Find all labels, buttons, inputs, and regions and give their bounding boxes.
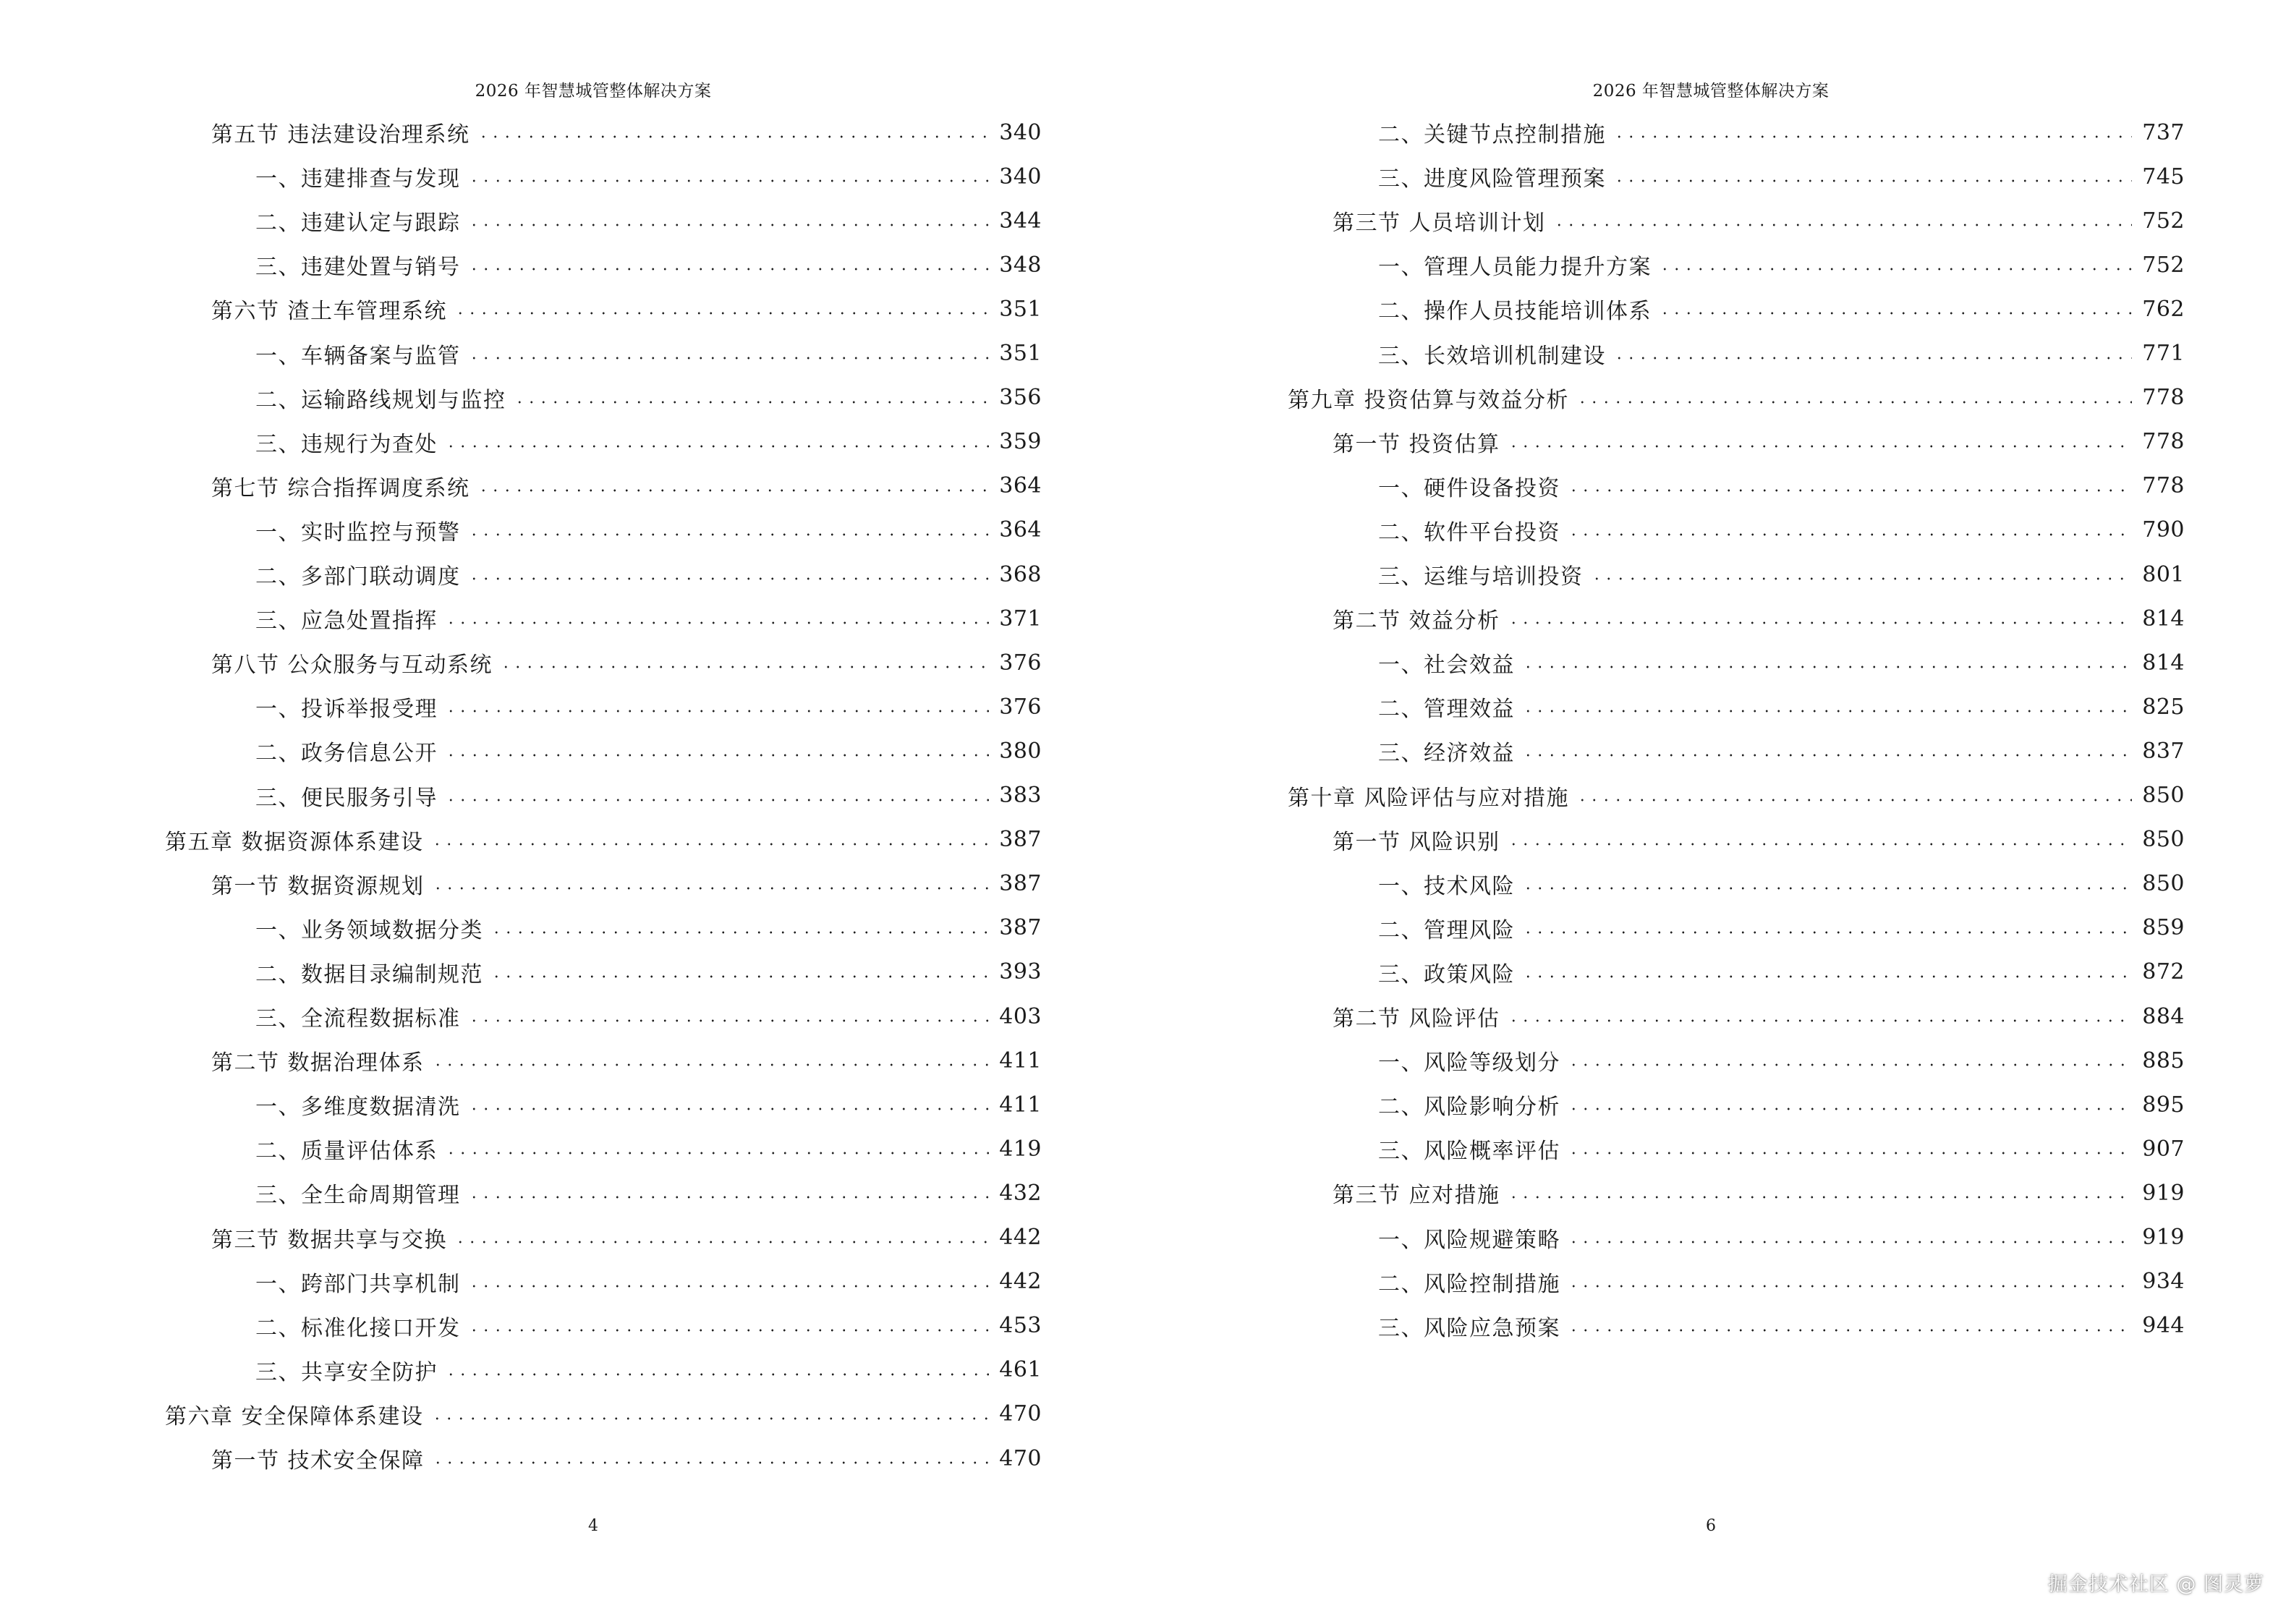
toc-entry-page: 907: [2142, 1136, 2185, 1162]
running-header: 2026 年智慧城管整体解决方案: [1592, 82, 1830, 101]
toc-entry: [255, 338, 1042, 370]
toc-entry: [1378, 691, 2185, 723]
toc-entry: [255, 382, 1042, 414]
toc-entry-page: 442: [999, 1269, 1042, 1295]
toc-entry-title: 一、多维度数据清洗: [255, 1094, 461, 1121]
toc-entry: [165, 1398, 1042, 1430]
toc-page-right: [1143, 0, 2286, 1624]
toc-entry-title: 第二节 效益分析: [1333, 608, 1500, 634]
toc-entry-page: 393: [999, 959, 1042, 985]
dot-leader: [432, 1461, 990, 1464]
dot-leader: [477, 135, 990, 138]
toc-entry: [1378, 868, 2185, 900]
toc-entry-title: 三、违建处置与销号: [255, 255, 461, 281]
toc-entry-page: 850: [2142, 783, 2185, 808]
toc-entry-title: 二、政务信息公开: [255, 741, 438, 767]
toc-entry: [1378, 116, 2185, 148]
toc-entry: [211, 868, 1042, 900]
toc-entry-title: 一、车辆备案与监管: [255, 343, 461, 369]
toc-entry-page: 387: [999, 915, 1042, 941]
toc-entry-title: 一、业务领域数据分类: [255, 917, 483, 943]
toc-entry-title: 第三节 数据共享与交换: [211, 1227, 448, 1253]
toc-entry: [1333, 603, 2185, 634]
dot-leader: [445, 1152, 989, 1155]
toc-entry-title: 三、进度风险管理预案: [1378, 166, 1606, 192]
dot-leader: [1568, 1108, 2132, 1110]
toc-entry: [1378, 735, 2185, 767]
dot-leader: [1591, 577, 2133, 580]
dot-leader: [1522, 931, 2132, 934]
dot-leader: [1568, 489, 2132, 492]
toc-entry-page: 752: [2142, 252, 2185, 278]
dot-leader: [445, 754, 989, 757]
page-number: 4: [588, 1517, 598, 1535]
dot-leader: [432, 887, 990, 890]
toc-entry: [1378, 956, 2185, 988]
toc-entry-page: 771: [2142, 341, 2185, 366]
toc-entry-title: 二、运输路线规划与监控: [255, 387, 506, 413]
toc-entry-title: 二、关键节点控制措施: [1378, 122, 1606, 148]
toc-entry-page: 376: [999, 694, 1042, 720]
dot-leader: [445, 445, 989, 448]
toc-entry-title: 三、风险应急预案: [1378, 1315, 1560, 1341]
toc-entry-page: 884: [2142, 1003, 2185, 1029]
toc-entry-page: 453: [999, 1313, 1042, 1339]
toc-entry-page: 340: [999, 119, 1042, 145]
toc-entry: [1378, 1222, 2185, 1254]
toc-entry-title: 一、社会效益: [1378, 652, 1515, 679]
toc-entry-title: 第八节 公众服务与互动系统: [211, 652, 493, 679]
toc-entry-title: 一、投诉举报受理: [255, 697, 438, 723]
toc-entry: [1378, 558, 2185, 590]
toc-entry-page: 745: [2142, 163, 2185, 190]
toc-entry-page: 859: [2142, 915, 2185, 941]
toc-entry-title: 一、风险规避策略: [1378, 1227, 1560, 1253]
toc-entry-title: 二、数据目录编制规范: [255, 961, 483, 987]
toc-entry-page: 348: [999, 252, 1042, 278]
toc-entry-page: 737: [2142, 119, 2185, 145]
dot-leader: [1522, 754, 2132, 757]
dot-leader: [468, 577, 990, 580]
toc-entry-title: 第一节 投资估算: [1333, 431, 1500, 457]
toc-entry-page: 919: [2142, 1225, 2185, 1250]
toc-entry-title: 二、质量评估体系: [255, 1139, 438, 1165]
dot-leader: [1613, 179, 2132, 182]
dot-leader: [1659, 268, 2132, 271]
dot-leader: [445, 1373, 989, 1376]
toc-entry: [255, 1177, 1042, 1209]
toc-entry-page: 380: [999, 738, 1042, 764]
dot-leader: [468, 224, 990, 226]
dot-leader: [1568, 1329, 2132, 1332]
toc-entry-page: 944: [2142, 1313, 2185, 1339]
dot-leader: [1613, 135, 2132, 138]
toc-entry-page: 895: [2142, 1092, 2185, 1118]
toc-entry: [255, 1354, 1042, 1386]
toc-entry-title: 第一节 技术安全保障: [211, 1448, 425, 1474]
toc-entry-page: 351: [999, 296, 1042, 322]
toc-entry-page: 825: [2142, 694, 2185, 720]
toc-entry: [255, 956, 1042, 988]
toc-entry-page: 364: [999, 473, 1042, 499]
dot-leader: [1508, 1019, 2133, 1022]
toc-entry: [1378, 1045, 2185, 1076]
dot-leader: [1568, 1152, 2132, 1155]
dot-leader: [1568, 533, 2132, 536]
dot-leader: [431, 843, 990, 846]
toc-entry-page: 778: [2142, 385, 2185, 411]
toc-entry-title: 一、技术风险: [1378, 873, 1515, 899]
toc-entry-page: 371: [999, 605, 1042, 632]
dot-leader: [468, 179, 990, 182]
toc-entry-page: 383: [999, 783, 1042, 808]
toc-entry-title: 第一节 风险识别: [1333, 829, 1500, 855]
dot-leader: [1613, 357, 2132, 360]
dot-leader: [1508, 621, 2133, 624]
toc-entry-page: 470: [999, 1445, 1042, 1471]
toc-entry: [1333, 205, 2185, 237]
toc-entry-page: 814: [2142, 650, 2185, 676]
toc-entry: [255, 1310, 1042, 1342]
dot-leader: [445, 621, 989, 624]
toc-entry: [1378, 249, 2185, 281]
toc-entry-page: 461: [999, 1357, 1042, 1383]
dot-leader: [445, 710, 989, 713]
toc-entry-title: 第九章 投资估算与效益分析: [1288, 387, 1570, 413]
dot-leader: [468, 1285, 990, 1288]
toc-entry: [255, 1266, 1042, 1298]
toc-entry-title: 二、操作人员技能培训体系: [1378, 299, 1652, 325]
dot-leader: [1522, 975, 2132, 978]
toc-entry: [255, 1000, 1042, 1032]
toc-entry-title: 第七节 综合指挥调度系统: [211, 475, 470, 501]
toc-entry-title: 三、运维与培训投资: [1378, 564, 1584, 590]
toc-entry-page: 837: [2142, 738, 2185, 764]
dot-leader: [445, 799, 989, 802]
toc-entry: [1333, 824, 2185, 856]
toc-entry-page: 351: [999, 341, 1042, 366]
dot-leader: [454, 312, 989, 315]
toc-entry: [1378, 912, 2185, 944]
dot-leader: [500, 666, 989, 668]
dot-leader: [468, 268, 990, 271]
dot-leader: [1553, 224, 2133, 226]
toc-entry-title: 第二节 风险评估: [1333, 1006, 1500, 1032]
dot-leader: [477, 489, 990, 492]
toc-entry-title: 第三节 人员培训计划: [1333, 211, 1546, 237]
toc-entry: [255, 558, 1042, 590]
toc-entry-page: 442: [999, 1225, 1042, 1250]
toc-entry-title: 三、便民服务引导: [255, 785, 438, 811]
toc-entry: [255, 603, 1042, 634]
toc-entry-page: 376: [999, 650, 1042, 676]
watermark: 掘金技术社区 @ 图灵萝: [2047, 1573, 2264, 1596]
toc-entry-page: 340: [999, 163, 1042, 190]
toc-entry: [255, 780, 1042, 812]
toc-entry: [1378, 1266, 2185, 1298]
toc-entry-title: 二、风险控制措施: [1378, 1271, 1560, 1297]
toc-entry: [1378, 1089, 2185, 1121]
toc-entry-page: 778: [2142, 429, 2185, 455]
dot-leader: [468, 1329, 990, 1332]
dot-leader: [490, 975, 989, 978]
toc-entry-page: 359: [999, 429, 1042, 455]
toc-entry-page: 368: [999, 561, 1042, 587]
dot-leader: [454, 1241, 989, 1243]
toc-entry: [1378, 1310, 2185, 1342]
dot-leader: [1568, 1241, 2132, 1243]
toc-entry-title: 一、管理人员能力提升方案: [1378, 255, 1652, 281]
toc-entry-page: 403: [999, 1003, 1042, 1029]
toc-entry-title: 第六节 渣土车管理系统: [211, 299, 448, 325]
dot-leader: [1576, 401, 2132, 404]
toc-entry-page: 752: [2142, 208, 2185, 234]
toc-entry: [1378, 338, 2185, 370]
toc-entry: [255, 161, 1042, 192]
toc-entry: [255, 426, 1042, 458]
toc-entry: [211, 1222, 1042, 1254]
dot-leader: [432, 1063, 990, 1066]
toc-entry-page: 790: [2142, 517, 2185, 543]
toc-entry-page: 778: [2142, 473, 2185, 499]
dot-leader: [490, 931, 989, 934]
toc-entry: [211, 293, 1042, 325]
toc-entry-page: 411: [999, 1092, 1042, 1118]
toc-entry-page: 387: [999, 871, 1042, 897]
toc-entry-title: 二、标准化接口开发: [255, 1315, 461, 1341]
toc-entry-page: 411: [999, 1047, 1042, 1074]
toc-entry-title: 第五章 数据资源体系建设: [165, 829, 424, 855]
dot-leader: [431, 1417, 990, 1420]
toc-entry: [1333, 426, 2185, 458]
toc-entry: [1378, 161, 2185, 192]
toc-entry-page: 934: [2142, 1269, 2185, 1295]
dot-leader: [514, 401, 990, 404]
toc-entry-page: 344: [999, 208, 1042, 234]
toc-entry: [1378, 514, 2185, 546]
toc-entry: [1288, 780, 2185, 812]
toc-entry-title: 三、应急处置指挥: [255, 608, 438, 634]
dot-leader: [1522, 887, 2132, 890]
toc-entry-page: 919: [2142, 1180, 2185, 1206]
page-number: 6: [1706, 1517, 1716, 1535]
toc-entry-page: 470: [999, 1401, 1042, 1427]
toc-entry: [255, 691, 1042, 723]
toc-entry: [1378, 647, 2185, 679]
toc-entry-page: 364: [999, 517, 1042, 543]
toc-entry-page: 432: [999, 1180, 1042, 1206]
toc-entry-title: 一、硬件设备投资: [1378, 475, 1560, 501]
toc-entry-title: 三、全流程数据标准: [255, 1006, 461, 1032]
toc-entry-title: 二、软件平台投资: [1378, 519, 1560, 545]
toc-list: [1143, 0, 2286, 1624]
toc-entry-title: 一、跨部门共享机制: [255, 1271, 461, 1297]
toc-entry-title: 一、违建排查与发现: [255, 166, 461, 192]
toc-entry-title: 一、风险等级划分: [1378, 1050, 1560, 1076]
toc-entry-title: 三、经济效益: [1378, 741, 1515, 767]
toc-entry-title: 三、长效培训机制建设: [1378, 343, 1606, 369]
toc-entry-title: 第一节 数据资源规划: [211, 873, 425, 899]
toc-entry: [211, 470, 1042, 502]
dot-leader: [1576, 799, 2132, 802]
toc-entry: [1378, 470, 2185, 502]
toc-entry-title: 三、共享安全防护: [255, 1359, 438, 1385]
toc-entry-page: 872: [2142, 959, 2185, 985]
toc-entry-title: 第五节 违法建设治理系统: [211, 122, 470, 148]
toc-entry: [165, 824, 1042, 856]
toc-entry: [1333, 1000, 2185, 1032]
toc-entry-title: 三、违规行为查处: [255, 431, 438, 457]
toc-entry-title: 二、管理风险: [1378, 917, 1515, 943]
toc-entry-title: 三、风险概率评估: [1378, 1139, 1560, 1165]
dot-leader: [1508, 1196, 2133, 1199]
toc-entry-page: 814: [2142, 605, 2185, 632]
toc-entry: [255, 1133, 1042, 1165]
toc-entry: [255, 514, 1042, 546]
toc-entry-title: 第三节 应对措施: [1333, 1183, 1500, 1209]
dot-leader: [1568, 1285, 2132, 1288]
dot-leader: [1522, 666, 2132, 668]
toc-entry: [255, 735, 1042, 767]
toc-entry-title: 第二节 数据治理体系: [211, 1050, 425, 1076]
dot-leader: [1659, 312, 2132, 315]
toc-entry: [211, 647, 1042, 679]
toc-entry-page: 850: [2142, 827, 2185, 853]
toc-entry-title: 二、管理效益: [1378, 697, 1515, 723]
toc-entry-title: 二、违建认定与跟踪: [255, 211, 461, 237]
toc-entry: [1378, 1133, 2185, 1165]
toc-entry: [211, 1045, 1042, 1076]
toc-entry-page: 387: [999, 827, 1042, 853]
toc-entry: [255, 912, 1042, 944]
dot-leader: [468, 357, 990, 360]
dot-leader: [1522, 710, 2132, 713]
toc-entry: [255, 249, 1042, 281]
toc-entry-title: 三、政策风险: [1378, 961, 1515, 987]
toc-entry: [211, 1442, 1042, 1474]
toc-entry: [1288, 382, 2185, 414]
toc-entry: [1333, 1177, 2185, 1209]
toc-entry-title: 三、全生命周期管理: [255, 1183, 461, 1209]
toc-entry: [1378, 293, 2185, 325]
toc-entry: [255, 205, 1042, 237]
toc-entry-title: 一、实时监控与预警: [255, 519, 461, 545]
toc-entry-page: 885: [2142, 1047, 2185, 1074]
dot-leader: [468, 1108, 990, 1110]
dot-leader: [1508, 445, 2133, 448]
toc-entry-page: 419: [999, 1136, 1042, 1162]
dot-leader: [468, 1196, 990, 1199]
toc-entry-title: 二、风险影响分析: [1378, 1094, 1560, 1121]
toc-entry-page: 762: [2142, 296, 2185, 322]
toc-entry-title: 第十章 风险评估与应对措施: [1288, 785, 1570, 811]
dot-leader: [468, 1019, 990, 1022]
toc-entry-title: 二、多部门联动调度: [255, 564, 461, 590]
toc-entry-page: 801: [2142, 561, 2185, 587]
toc-entry-page: 356: [999, 385, 1042, 411]
dot-leader: [1508, 843, 2133, 846]
dot-leader: [468, 533, 990, 536]
toc-entry: [211, 116, 1042, 148]
toc-entry: [255, 1089, 1042, 1121]
toc-entry-page: 850: [2142, 871, 2185, 897]
running-header: 2026 年智慧城管整体解决方案: [475, 82, 712, 101]
dot-leader: [1568, 1063, 2132, 1066]
toc-entry-title: 第六章 安全保障体系建设: [165, 1403, 424, 1429]
